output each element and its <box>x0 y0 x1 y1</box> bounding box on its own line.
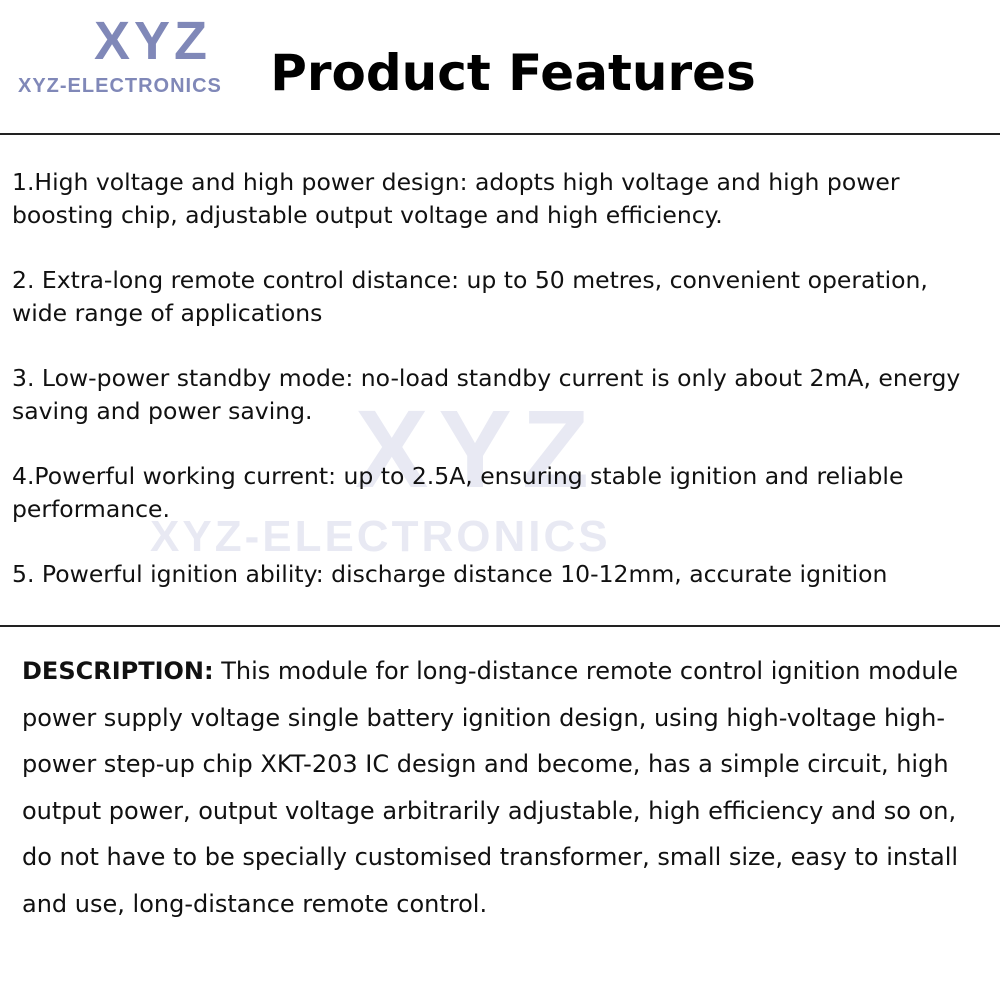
divider-middle <box>0 625 1000 627</box>
feature-item: 5. Powerful ignition ability: discharge distance 10-12mm, accurate ignition <box>12 560 888 588</box>
divider-top <box>0 133 1000 135</box>
logo-mark: XYZ <box>94 11 212 71</box>
description-text: This module for long-distance remote control ignition module power supply voltage single battery ignition design, using high-voltage high-power step-up chip XKT-203 IC design and become, has a simple circuit, high output power, output voltage arbitrarily adjustable, high efficiency and so on, do not have to be specially customised transformer, small size, easy to install and use, long-distance remote control. <box>22 657 959 918</box>
watermark-mark: XYZ <box>355 388 599 511</box>
description-block <box>22 648 982 927</box>
description-label: DESCRIPTION: <box>22 657 214 685</box>
feature-item: 2. Extra-long remote control distance: up to 50 metres, convenient operation, wide range of applications <box>12 266 928 327</box>
feature-item: 3. Low-power standby mode: no-load standby current is only about 2mA, energy saving and power saving. <box>12 364 961 425</box>
logo-wordmark: XYZ-ELECTRONICS <box>18 75 222 97</box>
page-title: Product Features <box>270 44 756 102</box>
features-list <box>12 166 990 623</box>
feature-item: 4.Powerful working current: up to 2.5A, ensuring stable ignition and reliable performance. <box>12 462 904 523</box>
feature-item: 1.High voltage and high power design: adopts high voltage and high power boosting chip, adjustable output voltage and high efficiency. <box>12 168 900 229</box>
watermark-wordmark: XYZ-ELECTRONICS <box>150 512 611 561</box>
